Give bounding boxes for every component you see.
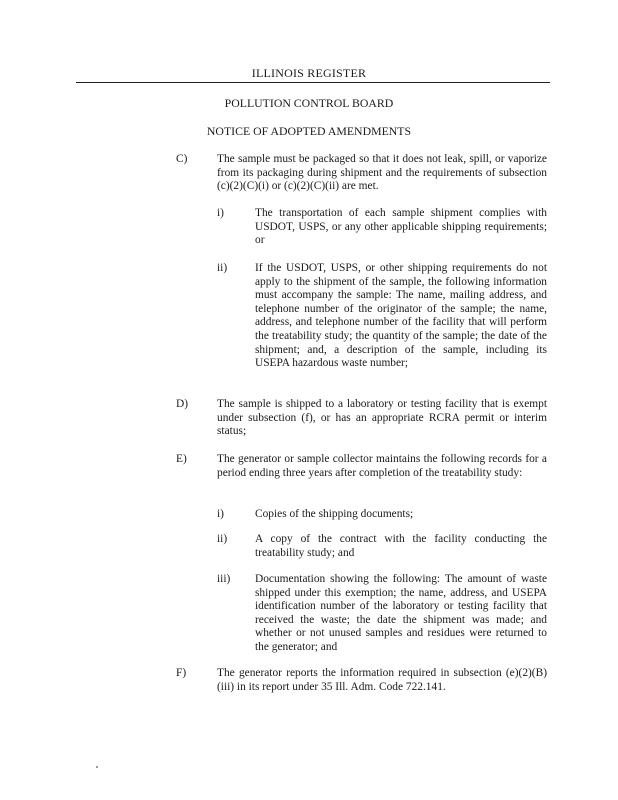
item-e-iii-text: Documentation showing the following: The amount of waste shipped under this exemption; the name, address, and USEPA identification number of the laboratory or testing facility that received the waste; the date the shipment was made; and whether or not unused samples and residues were returned to the generator; and — [255, 573, 547, 653]
item-f-label: F) — [176, 667, 187, 679]
item-c-i-text: The transportation of each sample shipment complies with USDOT, USPS, or any other applicable shipping requirements; or — [255, 207, 547, 247]
item-e-i-text: Copies of the shipping documents; — [255, 508, 414, 520]
item-d-label: D) — [176, 398, 189, 410]
notice-title: NOTICE OF ADOPTED AMENDMENTS — [206, 124, 412, 138]
item-f-text: The generator reports the information required in subsection (e)(2)(B)(iii) in its report under 35 Ill. Adm. Code 722.141. — [217, 667, 547, 693]
header-rule — [76, 82, 550, 83]
item-c-ii-label: ii) — [217, 262, 228, 274]
item-c-label: C) — [176, 153, 188, 165]
item-e-label: E) — [176, 453, 187, 465]
item-d-text: The sample is shipped to a laboratory or testing facility that is exempt under subsection (f), or has an appropriate RCRA permit or interim status; — [217, 398, 547, 438]
item-e-ii-text: A copy of the contract with the facility conducting the treatability study; and — [255, 533, 547, 559]
item-c-i-label: i) — [217, 207, 224, 219]
item-c-text: The sample must be packaged so that it does not leak, spill, or vaporize from its packaging during shipment and the requirements of subsection (c)(2)(C)(i) or (c)(2)(C)(ii) are met. — [217, 153, 547, 193]
item-e-i-label: i) — [217, 508, 224, 520]
item-e-text: The generator or sample collector maintains the following records for a period ending three years after completion of the treatability study: — [217, 453, 547, 479]
item-c-ii-text: If the USDOT, USPS, or other shipping requirements do not apply to the shipment of the sample, the following information must accompany the sample: The name, mailing address, and telephone number of the originator of the sample; the name, address, and telephone number of the facility that will perform the treatability study; the quantity of the sample; the date of the shipment; and, a description of the sample, including its USEPA hazardous waste number; — [255, 262, 547, 370]
register-title: ILLINOIS REGISTER — [251, 66, 367, 80]
board-name: POLLUTION CONTROL BOARD — [224, 96, 394, 110]
scan-speck — [96, 766, 98, 768]
item-e-ii-label: ii) — [217, 533, 228, 545]
item-e-iii-label: iii) — [217, 573, 231, 585]
